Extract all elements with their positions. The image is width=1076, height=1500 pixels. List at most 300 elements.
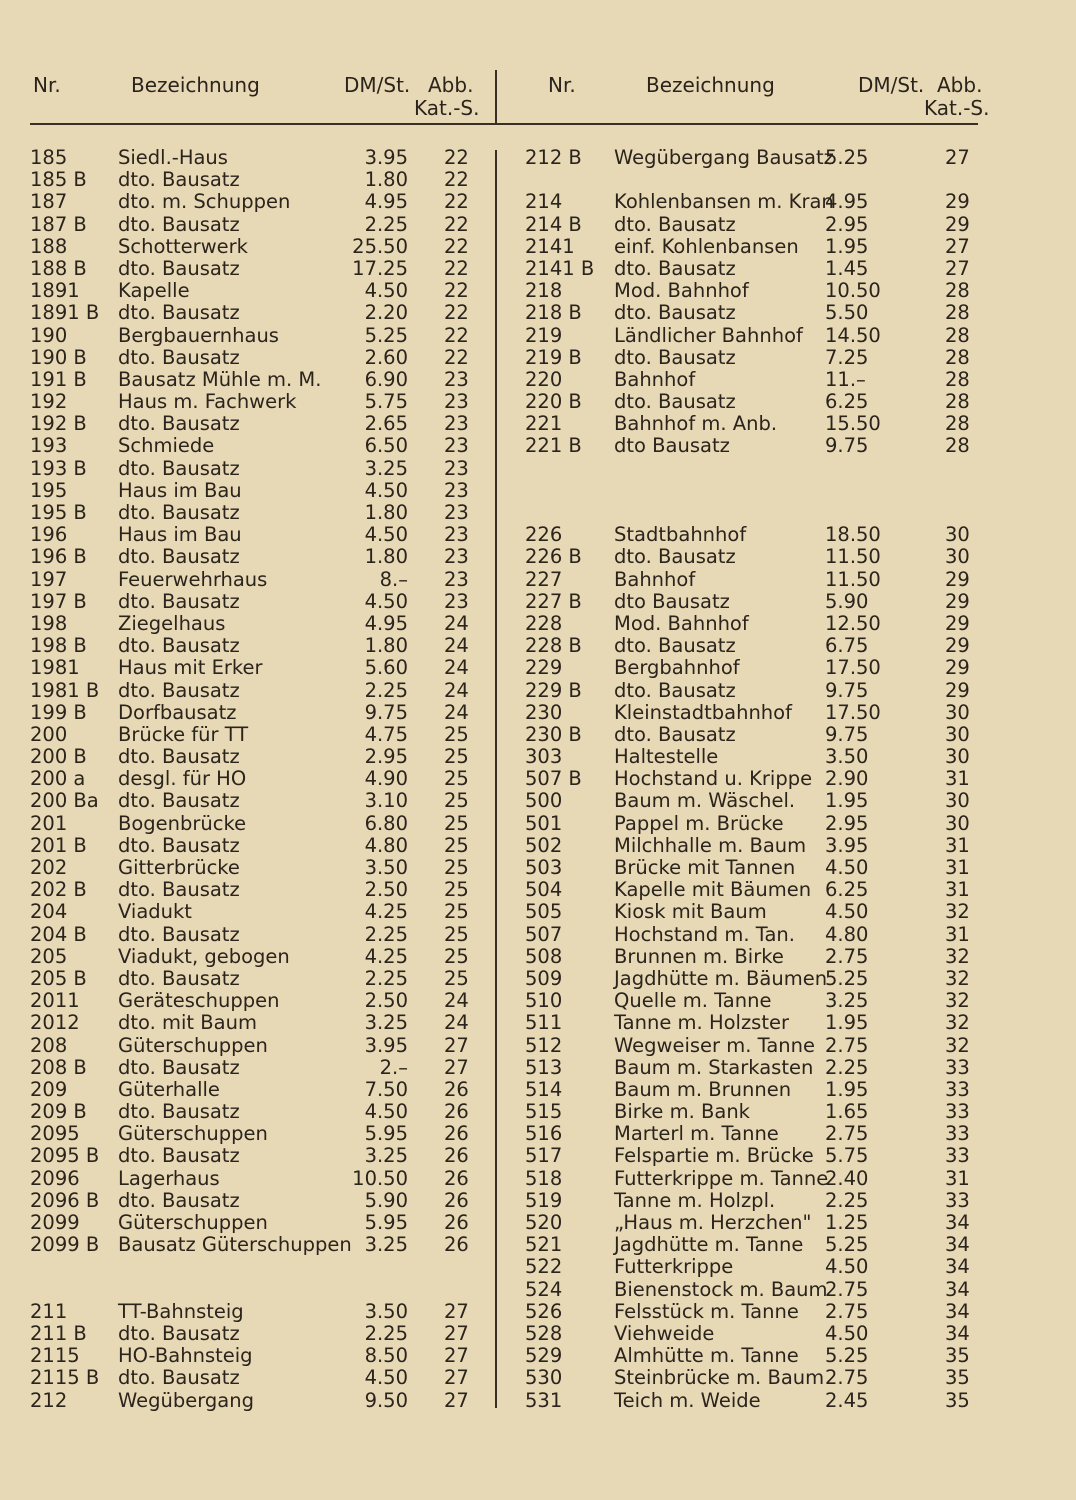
item-price: 11.– <box>825 367 866 391</box>
item-nr: 219 <box>525 323 563 347</box>
item-price: 4.50 <box>825 1255 869 1279</box>
item-nr: 2095 <box>30 1122 80 1146</box>
item-price: 6.25 <box>825 878 869 902</box>
item-page: 30 <box>945 700 970 724</box>
item-page: 35 <box>945 1344 970 1368</box>
item-nr: 208 <box>30 1033 68 1057</box>
right-header-nr: Nr. <box>548 73 576 97</box>
item-price: 4.50 <box>364 478 408 502</box>
item-name: Bausatz Mühle m. M. <box>118 367 322 391</box>
item-name: dto. Bausatz <box>118 634 240 658</box>
item-name: dto. Bausatz <box>118 1144 240 1168</box>
item-nr: 187 <box>30 190 68 214</box>
item-price: 6.75 <box>825 634 869 658</box>
item-nr: 509 <box>525 966 563 990</box>
item-price: 3.25 <box>364 1011 408 1035</box>
item-nr: 190 <box>30 323 68 347</box>
item-price: 2.25 <box>825 1188 869 1212</box>
right-header-page: Abb. <box>937 73 983 97</box>
item-nr: 513 <box>525 1055 563 1079</box>
item-price: 1.80 <box>364 168 408 192</box>
item-nr: 192 B <box>30 412 87 436</box>
item-name: Marterl m. Tanne <box>614 1122 779 1146</box>
item-page: 22 <box>444 279 469 303</box>
item-nr: 2099 <box>30 1211 80 1234</box>
item-nr: 2096 B <box>30 1188 100 1212</box>
item-nr: 185 B <box>30 168 87 192</box>
item-name: Kleinstadtbahnhof <box>614 700 792 724</box>
item-page: 27 <box>444 1055 469 1079</box>
item-price: 4.95 <box>364 190 408 214</box>
item-price: 1.65 <box>825 1100 869 1124</box>
item-page: 22 <box>444 301 469 325</box>
item-page: 34 <box>945 1211 970 1234</box>
item-name: Haltestelle <box>614 745 719 769</box>
item-name: Lagerhaus <box>118 1166 220 1190</box>
item-name: dto. Bausatz <box>614 301 736 325</box>
item-nr: 200 Ba <box>30 789 99 813</box>
item-name: Gitterbrücke <box>118 856 240 879</box>
item-nr: 230 <box>525 700 563 724</box>
item-price: 4.25 <box>364 900 408 924</box>
item-name: dto. Bausatz <box>118 412 240 436</box>
item-page: 29 <box>945 567 970 591</box>
item-name: Felsstück m. Tanne <box>614 1299 799 1323</box>
item-nr: 226 <box>525 523 563 547</box>
item-nr: 201 B <box>30 833 87 857</box>
item-nr: 199 B <box>30 700 87 724</box>
item-nr: 187 B <box>30 212 87 236</box>
item-name: Haus im Bau <box>118 478 242 502</box>
item-name: Bausatz Güterschuppen <box>118 1233 352 1257</box>
item-price: 4.50 <box>825 1321 869 1345</box>
item-price: 3.25 <box>364 1144 408 1168</box>
item-name: Haus im Bau <box>118 523 242 547</box>
item-page: 28 <box>945 367 970 391</box>
item-price: 5.90 <box>364 1188 408 1212</box>
item-nr: 1891 B <box>30 301 100 325</box>
item-nr: 2096 <box>30 1166 80 1190</box>
item-nr: 516 <box>525 1122 563 1146</box>
item-page: 25 <box>444 900 469 924</box>
item-nr: 214 <box>525 190 563 214</box>
item-page: 27 <box>945 146 970 169</box>
item-page: 30 <box>945 523 970 547</box>
item-name: Ziegelhaus <box>118 611 226 635</box>
item-page: 29 <box>945 190 970 214</box>
item-name: Bahnhof <box>614 367 696 391</box>
item-name: Quelle m. Tanne <box>614 989 772 1013</box>
item-price: 5.95 <box>364 1122 408 1146</box>
item-nr: 303 <box>525 745 563 769</box>
item-name: Siedl.-Haus <box>118 146 228 169</box>
item-page: 27 <box>444 1033 469 1057</box>
item-name: dto. Bausatz <box>118 1188 240 1212</box>
item-price: 2.75 <box>825 1277 869 1301</box>
item-page: 32 <box>945 1011 970 1035</box>
item-nr: 510 <box>525 989 563 1013</box>
item-price: 3.95 <box>364 146 408 169</box>
item-nr: 197 <box>30 567 68 591</box>
item-page: 28 <box>945 412 970 436</box>
item-nr: 227 B <box>525 589 582 613</box>
item-nr: 530 <box>525 1366 563 1390</box>
item-nr: 218 <box>525 279 563 303</box>
item-nr: 504 <box>525 878 563 902</box>
item-page: 34 <box>945 1321 970 1345</box>
item-page: 24 <box>444 678 469 702</box>
item-nr: 209 B <box>30 1100 87 1124</box>
item-name: Bogenbrücke <box>118 811 247 835</box>
item-price: 6.50 <box>364 434 408 458</box>
item-page: 31 <box>945 833 970 857</box>
item-nr: 202 B <box>30 878 87 902</box>
item-price: 9.50 <box>364 1388 408 1412</box>
item-nr: 514 <box>525 1077 563 1101</box>
item-name: Futterkrippe <box>614 1255 734 1279</box>
item-price: 5.95 <box>364 1211 408 1234</box>
item-price: 4.50 <box>364 1366 408 1390</box>
item-page: 31 <box>945 856 970 879</box>
item-price: 2.25 <box>364 678 408 702</box>
item-nr: 220 B <box>525 390 582 414</box>
left-header-price: DM/St. <box>344 73 411 97</box>
item-price: 4.75 <box>364 722 408 746</box>
item-page: 27 <box>444 1299 469 1323</box>
item-page: 24 <box>444 656 469 680</box>
item-name: dto. Bausatz <box>118 1321 240 1345</box>
item-price: 17.50 <box>825 656 881 680</box>
item-price: 4.50 <box>364 1100 408 1124</box>
item-page: 30 <box>945 545 970 569</box>
item-price: 4.50 <box>364 279 408 303</box>
item-nr: 211 <box>30 1299 68 1323</box>
item-price: 6.90 <box>364 367 408 391</box>
item-name: Bahnhof <box>614 567 696 591</box>
item-page: 28 <box>945 301 970 325</box>
item-price: 1.95 <box>825 234 869 258</box>
item-price: 1.45 <box>825 256 869 280</box>
item-page: 23 <box>444 567 469 591</box>
item-name: Geräteschuppen <box>118 989 280 1013</box>
item-name: Birke m. Bank <box>614 1100 750 1124</box>
item-nr: 212 <box>30 1388 68 1412</box>
item-name: dto. Bausatz <box>614 545 736 569</box>
item-nr: 228 B <box>525 634 582 658</box>
item-nr: 230 B <box>525 722 582 746</box>
item-page: 25 <box>444 722 469 746</box>
item-name: Bienenstock m. Baum <box>614 1277 828 1301</box>
item-price: 1.95 <box>825 789 869 813</box>
item-nr: 219 B <box>525 345 582 369</box>
item-name: TT-Bahnsteig <box>118 1299 244 1323</box>
item-page: 35 <box>945 1388 970 1412</box>
item-price: 7.25 <box>825 345 869 369</box>
item-name: Schotterwerk <box>118 234 248 258</box>
item-name: dto. Bausatz <box>118 966 240 990</box>
header-rule <box>30 123 978 125</box>
item-page: 33 <box>945 1100 970 1124</box>
item-nr: 2095 B <box>30 1144 100 1168</box>
item-page: 23 <box>444 456 469 480</box>
item-page: 27 <box>444 1366 469 1390</box>
item-page: 29 <box>945 634 970 658</box>
item-price: 4.50 <box>825 900 869 924</box>
item-price: 2.45 <box>825 1388 869 1412</box>
item-name: Hochstand u. Krippe <box>614 767 813 791</box>
item-name: Tanne m. Holzster <box>614 1011 790 1035</box>
item-page: 23 <box>444 367 469 391</box>
item-page: 25 <box>444 745 469 769</box>
item-page: 27 <box>945 256 970 280</box>
item-page: 29 <box>945 656 970 680</box>
item-nr: 2099 B <box>30 1233 100 1257</box>
item-price: 2.25 <box>364 212 408 236</box>
item-name: dto. Bausatz <box>118 301 240 325</box>
item-page: 31 <box>945 1166 970 1190</box>
item-name: dto. Bausatz <box>614 678 736 702</box>
item-page: 25 <box>444 944 469 968</box>
item-nr: 503 <box>525 856 563 879</box>
item-page: 23 <box>444 478 469 502</box>
item-page: 35 <box>945 1366 970 1390</box>
item-nr: 211 B <box>30 1321 87 1345</box>
item-nr: 188 <box>30 234 68 258</box>
item-page: 25 <box>444 966 469 990</box>
item-nr: 193 <box>30 434 68 458</box>
item-nr: 1891 <box>30 279 80 303</box>
item-price: 2.– <box>379 1055 408 1079</box>
item-price: 5.25 <box>825 1344 869 1368</box>
item-page: 22 <box>444 168 469 192</box>
item-nr: 500 <box>525 789 563 813</box>
item-page: 27 <box>444 1321 469 1345</box>
item-price: 17.25 <box>352 256 408 280</box>
item-price: 2.40 <box>825 1166 869 1190</box>
item-nr: 520 <box>525 1211 563 1234</box>
item-page: 29 <box>945 212 970 236</box>
item-price: 25.50 <box>352 234 408 258</box>
item-page: 33 <box>945 1144 970 1168</box>
item-name: dto. mit Baum <box>118 1011 257 1035</box>
item-name: dto Bausatz <box>614 434 730 458</box>
item-name: Tanne m. Holzpl. <box>614 1188 776 1212</box>
item-nr: 200 B <box>30 745 87 769</box>
item-nr: 229 <box>525 656 563 680</box>
item-name: Steinbrücke m. Baum <box>614 1366 825 1390</box>
item-page: 23 <box>444 523 469 547</box>
item-page: 32 <box>945 966 970 990</box>
item-nr: 220 <box>525 367 563 391</box>
item-page: 22 <box>444 146 469 169</box>
item-name: dto Bausatz <box>614 589 730 613</box>
item-name: „Haus m. Herzchen" <box>614 1211 812 1234</box>
item-name: dto. Bausatz <box>118 501 240 524</box>
item-price: 2.60 <box>364 345 408 369</box>
item-price: 5.25 <box>825 966 869 990</box>
item-name: Bergbauernhaus <box>118 323 279 347</box>
item-price: 3.25 <box>364 456 408 480</box>
item-name: dto. Bausatz <box>614 256 736 280</box>
item-price: 9.75 <box>825 434 869 458</box>
item-page: 22 <box>444 212 469 236</box>
item-nr: 511 <box>525 1011 563 1035</box>
item-nr: 517 <box>525 1144 563 1168</box>
item-price: 2.90 <box>825 767 869 791</box>
item-page: 33 <box>945 1055 970 1079</box>
item-name: dto. Bausatz <box>614 390 736 414</box>
right-header-price: DM/St. <box>858 73 925 97</box>
item-price: 7.50 <box>364 1077 408 1101</box>
item-price: 9.75 <box>825 678 869 702</box>
item-page: 29 <box>945 678 970 702</box>
item-page: 27 <box>444 1388 469 1412</box>
item-price: 11.50 <box>825 567 881 591</box>
item-price: 4.95 <box>825 190 869 214</box>
item-page: 28 <box>945 279 970 303</box>
item-name: Schmiede <box>118 434 215 458</box>
item-name: HO-Bahnsteig <box>118 1344 253 1368</box>
item-nr: 226 B <box>525 545 582 569</box>
item-price: 5.75 <box>825 1144 869 1168</box>
item-nr: 212 B <box>525 146 582 169</box>
item-price: 4.90 <box>364 767 408 791</box>
item-name: dto. Bausatz <box>614 634 736 658</box>
item-page: 25 <box>444 789 469 813</box>
item-name: Almhütte m. Tanne <box>614 1344 799 1368</box>
item-page: 30 <box>945 811 970 835</box>
item-price: 1.80 <box>364 501 408 524</box>
item-nr: 195 <box>30 478 68 502</box>
item-page: 23 <box>444 589 469 613</box>
item-nr: 191 B <box>30 367 87 391</box>
item-page: 28 <box>945 323 970 347</box>
item-name: dto. Bausatz <box>118 878 240 902</box>
item-name: Viadukt <box>118 900 192 924</box>
item-name: Hochstand m. Tan. <box>614 922 795 946</box>
item-price: 1.80 <box>364 634 408 658</box>
item-name: dto. Bausatz <box>614 722 736 746</box>
item-name: dto. Bausatz <box>118 833 240 857</box>
item-nr: 2011 <box>30 989 80 1013</box>
item-page: 23 <box>444 412 469 436</box>
item-price: 4.80 <box>825 922 869 946</box>
right-header-page-sub: Kat.-S. <box>924 96 990 120</box>
item-name: dto. Bausatz <box>118 545 240 569</box>
left-header-page: Abb. <box>428 73 474 97</box>
item-nr: 2141 <box>525 234 575 258</box>
item-name: dto. Bausatz <box>118 678 240 702</box>
item-nr: 501 <box>525 811 563 835</box>
item-nr: 205 B <box>30 966 87 990</box>
item-name: Viehweide <box>614 1321 715 1345</box>
item-page: 32 <box>945 900 970 924</box>
item-price: 15.50 <box>825 412 881 436</box>
item-name: Bahnhof m. Anb. <box>614 412 778 436</box>
item-nr: 209 <box>30 1077 68 1101</box>
item-nr: 519 <box>525 1188 563 1212</box>
item-name: Kapelle mit Bäumen <box>614 878 812 902</box>
item-nr: 205 <box>30 944 68 968</box>
item-page: 33 <box>945 1077 970 1101</box>
item-name: dto. Bausatz <box>118 168 240 192</box>
item-nr: 188 B <box>30 256 87 280</box>
item-name: Güterschuppen <box>118 1033 268 1057</box>
item-nr: 524 <box>525 1277 563 1301</box>
item-nr: 198 B <box>30 634 87 658</box>
item-nr: 200 a <box>30 767 86 791</box>
item-price: 3.50 <box>364 1299 408 1323</box>
item-name: Ländlicher Bahnhof <box>614 323 803 347</box>
item-page: 31 <box>945 878 970 902</box>
item-name: dto. Bausatz <box>118 1366 240 1390</box>
item-nr: 204 B <box>30 922 87 946</box>
item-nr: 2141 B <box>525 256 595 280</box>
item-page: 25 <box>444 833 469 857</box>
item-nr: 214 B <box>525 212 582 236</box>
item-page: 25 <box>444 811 469 835</box>
item-nr: 192 <box>30 390 68 414</box>
item-price: 3.95 <box>825 833 869 857</box>
item-price: 5.50 <box>825 301 869 325</box>
item-price: 4.50 <box>825 856 869 879</box>
item-nr: 195 B <box>30 501 87 524</box>
item-name: Haus mit Erker <box>118 656 263 680</box>
item-price: 4.95 <box>364 611 408 635</box>
item-price: 2.25 <box>364 1321 408 1345</box>
item-price: 18.50 <box>825 523 881 547</box>
item-page: 34 <box>945 1255 970 1279</box>
item-name: Wegübergang <box>118 1388 254 1412</box>
item-page: 23 <box>444 501 469 524</box>
item-nr: 185 <box>30 146 68 169</box>
item-nr: 507 <box>525 922 563 946</box>
item-name: dto. Bausatz <box>614 345 736 369</box>
item-price: 9.75 <box>364 700 408 724</box>
item-name: Dorfbausatz <box>118 700 237 724</box>
item-price: 2.25 <box>364 922 408 946</box>
item-nr: 198 <box>30 611 68 635</box>
item-price: 3.10 <box>364 789 408 813</box>
item-page: 28 <box>945 345 970 369</box>
item-nr: 196 <box>30 523 68 547</box>
item-page: 30 <box>945 789 970 813</box>
item-nr: 208 B <box>30 1055 87 1079</box>
item-page: 29 <box>945 589 970 613</box>
item-price: 14.50 <box>825 323 881 347</box>
item-price: 10.50 <box>825 279 881 303</box>
item-price: 10.50 <box>352 1166 408 1190</box>
item-page: 26 <box>444 1100 469 1124</box>
item-price: 2.95 <box>825 212 869 236</box>
item-name: Futterkrippe m. Tanne <box>614 1166 829 1190</box>
item-nr: 515 <box>525 1100 563 1124</box>
item-page: 24 <box>444 700 469 724</box>
item-price: 11.50 <box>825 545 881 569</box>
item-nr: 227 <box>525 567 563 591</box>
item-price: 2.95 <box>825 811 869 835</box>
item-name: dto. Bausatz <box>614 212 736 236</box>
item-price: 2.50 <box>364 878 408 902</box>
item-price: 3.50 <box>364 856 408 879</box>
item-name: Mod. Bahnhof <box>614 611 749 635</box>
item-nr: 1981 <box>30 656 80 680</box>
left-header-nr: Nr. <box>33 73 61 97</box>
item-name: Milchhalle m. Baum <box>614 833 807 857</box>
item-name: dto. Bausatz <box>118 1100 240 1124</box>
item-nr: 202 <box>30 856 68 879</box>
item-name: Güterhalle <box>118 1077 220 1101</box>
